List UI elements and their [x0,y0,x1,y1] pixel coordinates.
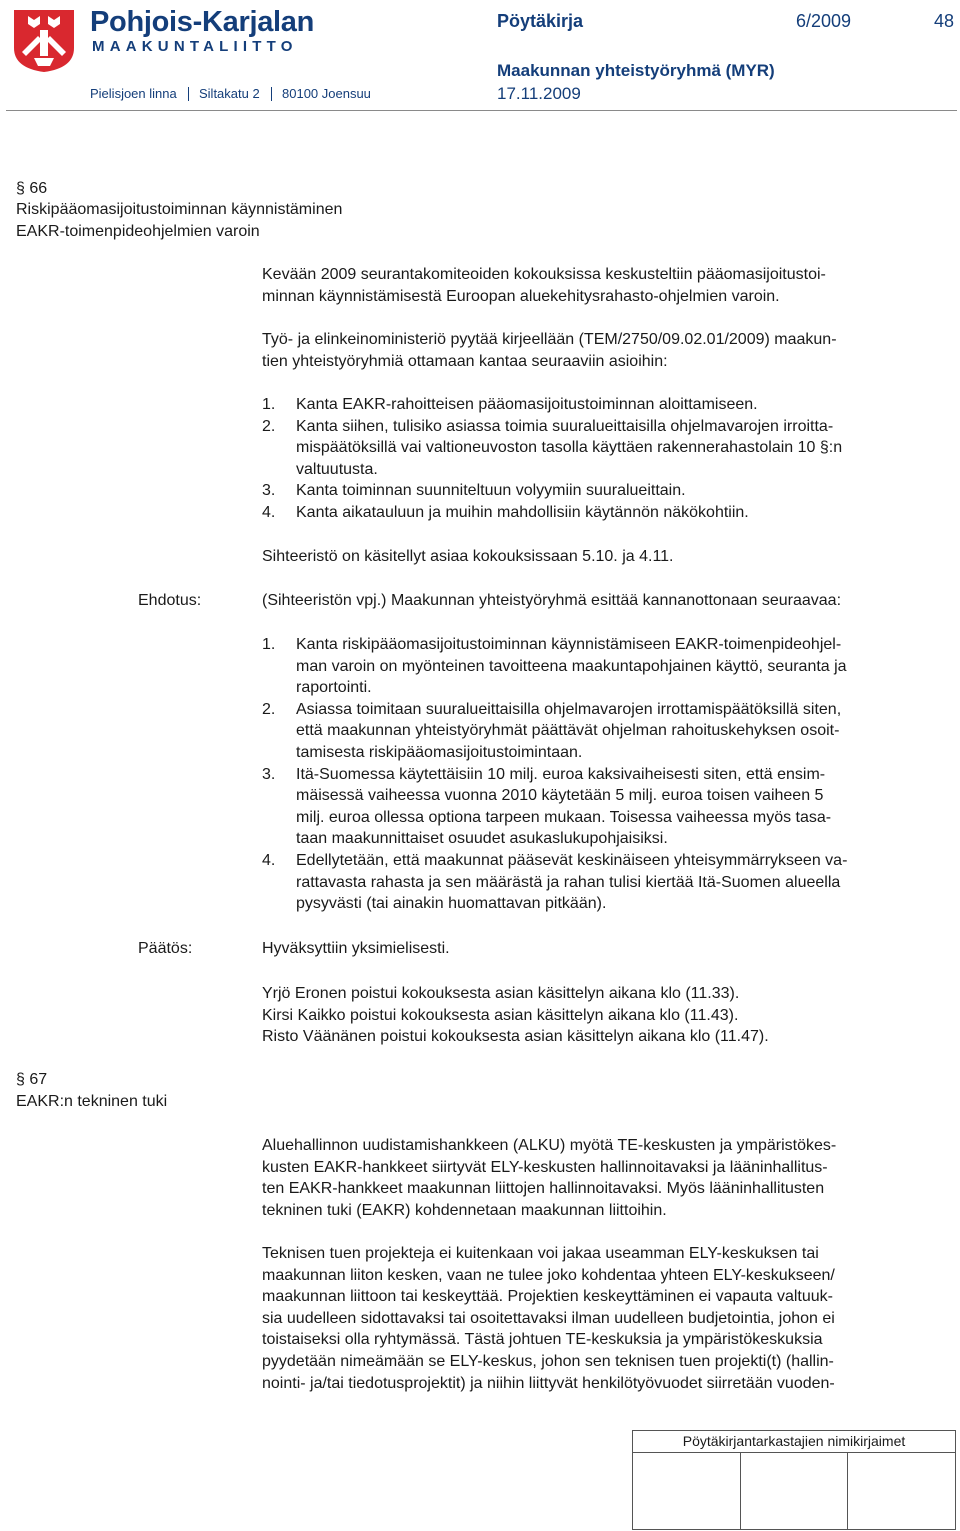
signature-cell [633,1453,741,1530]
page-number: 48 [934,11,955,31]
list-item: 1. Kanta EAKR-rahoitteisen pääomasijoitustoiminnan aloittamiseen. [262,396,758,413]
section-number: § 66 [16,180,48,197]
address-postcode: 80100 Joensuu [282,86,371,101]
section-title: Riskipääomasijoitustoiminnan käynnistäminen EAKR-toimenpideohjelmien varoin [16,201,343,240]
paragraph: Aluehallinnon uudistamishankkeen (ALKU) myötä TE-keskusten ja ympäristökes- kusten EAKR-hankkeet siirtyvät ELY-keskusten hallinnoitavaksi ja lääninhallitus- ten EAKR-hankkeet maakunnan liittojen hallinnoitavaksi. Myös lääninhallitusten tekninen tuki (EAKR) kohdennetaan maakunnan liittoihin. [262,1137,837,1219]
proposal-list [262,634,847,915]
list-item: 2. Kanta siihen, tulisiko asiassa toimia suuralueittaisilla ohjelmavarojen irroitta- mispäätöksillä vai valtioneuvoston tasolla käyttäen rakennerahastolain 10 §:n valtuutusta. [262,417,843,478]
paragraph: Työ- ja elinkeinoministeriö pyytää kirjeellään (TEM/2750/09.02.01/2009) maakun- tien yhteistyöryhmiä ottamaan kantaa seuraaviin asioihin: [262,331,837,370]
meeting-body: Maakunnan yhteistyöryhmä (MYR) [497,61,775,80]
section-number: § 67 [16,1071,48,1088]
signature-cell [848,1453,955,1530]
list-item: 4. Kanta aikatauluun ja muihin mahdollisiin käytännön näkökohtiin. [262,503,749,521]
paragraph: Kevään 2009 seurantakomiteoiden kokouksissa keskusteltiin pääomasijoitustoi- minnan käynnistämisestä Euroopan aluekehitysrahasto-ohjelmien varoin. [262,266,826,305]
question-list [262,394,842,524]
list-item: 3. Kanta toiminnan suunniteltuun volyymiin suuralueittain. [262,482,686,500]
proposal-label: Ehdotus: [138,592,202,609]
org-subname: MAAKUNTALIITTO [92,38,298,55]
signature-box-header: Pöytäkirjantarkastajien nimikirjaimet [633,1431,955,1453]
list-item: 4. Edellytetään, että maakunnat pääsevät keskinäiseen yhteisymmärrykseen va- rattavasta rahasta ja sen määrästä ja rahan tulisi kiertää Itä-Suomen alueella pysyvästi (tai ainakin huomattavan pitkään). [262,851,848,913]
list-item: 3. Itä-Suomessa käytettäisiin 10 milj. euroa kaksivaiheisesti siten, että ensim- mäisessä vaiheessa vuonna 2010 käytetään 5 milj. euroa toisen vaiheen 5 milj. euroa ollessa optiona tarpeen mukaan. Toisessa vaiheessa myös tasa- taan maakunnittaiset osuudet asukaslukupohjaisiksi. [262,765,832,848]
address-separator [271,87,272,101]
paragraph: Teknisen tuen projekteja ei kuitenkaan voi jakaa useamman ELY-keskuksen tai maakunnan liiton kesken, vaan ne tulee joko kohdentaa yhteen ELY-keskukseen/ maakunnan liittoon tai keskeyttää. Projektien keskeyttäminen ei vapauta valtuuk- sia uudelleen sidottavaksi tai osoitettavaksi ilman uudelleen budjetointia, johon ei toistaiseksi olla ryhtymässä. Tästä johtuen TE-keskuksia ja ympäristökeskuksia pyydetään nimeämään se ELY-keskus, johon sen teknisen tuen projekti(t) (hallin- nointi- ja/tai tiedotusprojektit) ja niihin liittyvät henkilötyövuodet siirretään vuoden- [262,1245,835,1392]
signature-box [632,1430,956,1530]
decision-label: Päätös: [138,940,193,957]
org-logo [12,8,76,74]
list-item: 1. Kanta riskipääomasijoitustoiminnan käynnistämiseen EAKR-toimenpideohjel- man varoin on myönteinen tavoitteena maakuntapohjainen käyttö, seuranta ja raportointi. [262,636,847,697]
header-rule [6,110,957,111]
departure-notes: Yrjö Eronen poistui kokouksesta asian käsittelyn aikana klo (11.33). Kirsi Kaikko poistui kokouksesta asian käsittelyn aikana klo (11.43). Risto Väänänen poistui kokouksesta asian käsittelyn aikana klo (11.47). [262,985,769,1046]
coat-of-arms-icon [12,8,76,74]
signature-cells [633,1453,955,1530]
org-name: Pohjois-Karjalan [90,6,315,38]
section-title: EAKR:n tekninen tuki [16,1093,168,1110]
doc-type: Pöytäkirja [497,11,584,31]
decision-text: Hyväksyttiin yksimielisesti. [262,940,450,957]
address-building: Pielisjoen linna [90,86,177,101]
address-separator [188,87,189,101]
meeting-date: 17.11.2009 [497,84,581,103]
paragraph: Sihteeristö on käsitellyt asiaa kokouksissaan 5.10. ja 4.11. [262,548,674,565]
signature-cell [741,1453,849,1530]
address-street: Siltakatu 2 [199,86,260,101]
proposal-intro: (Sihteeristön vpj.) Maakunnan yhteistyöryhmä esittää kannanottonaan seuraavaa: [262,592,842,609]
doc-number: 6/2009 [796,11,852,31]
list-item: 2. Asiassa toimitaan suuralueittaisilla ohjelmavarojen irrottamispäätöksillä siten, että maakunnan yhteistyöryhmät päättävät ohjelman rahoituskehyksen osoit- tamisesta riskipääomasijoitustoimintaan. [262,700,842,761]
